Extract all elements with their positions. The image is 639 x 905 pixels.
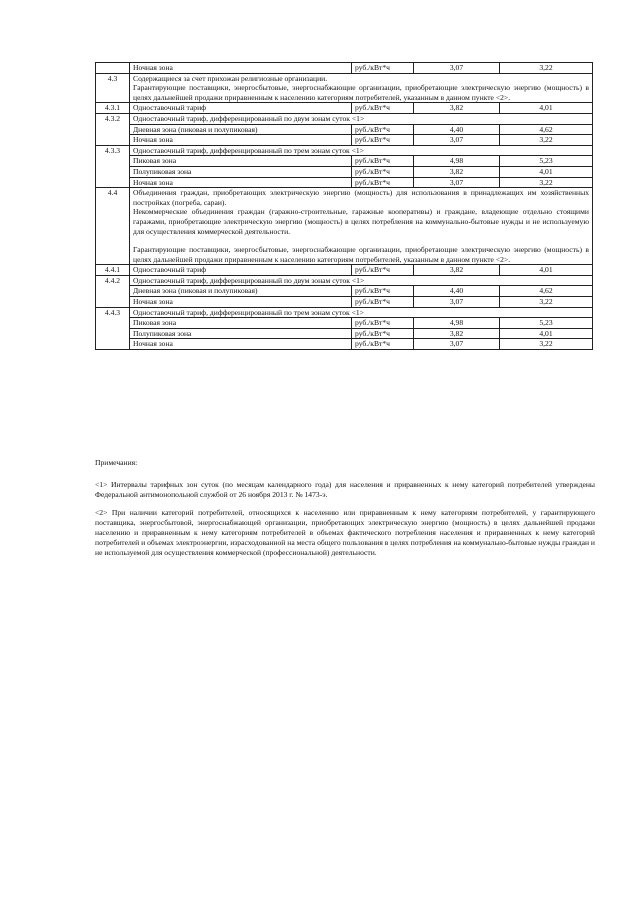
unit-cell: руб./кВт*ч (352, 328, 414, 339)
row-number: 4.4 (96, 188, 130, 265)
value-h2: 4,01 (500, 328, 593, 339)
value-h1: 3,07 (414, 63, 500, 74)
value-h1: 3,07 (414, 135, 500, 146)
row-name: Пиковая зона (130, 318, 352, 329)
unit-cell: руб./кВт*ч (352, 135, 414, 146)
value-h1: 3,07 (414, 339, 500, 350)
value-h2: 5,23 (500, 318, 593, 329)
row-number: 4.4.1 (96, 265, 130, 276)
notes-title: Примечания: (95, 458, 138, 467)
row-name: Полупиковая зона (130, 328, 352, 339)
table-row (96, 73, 593, 103)
row-name: Ночная зона (130, 63, 352, 74)
row-name: Одноставочный тариф, дифференцированный по двум зонам суток <1> (130, 113, 593, 124)
table-row (96, 339, 593, 350)
table-row (96, 297, 593, 308)
row-number: 4.4.3 (96, 307, 130, 349)
note-2: <2> При наличии категорий потребителей, относящихся к населению или приравненным к нему категориям потребителей, у гарантирующего поставщика, энергосбытовой, энергоснабжающей организации, приобретающих электрическую энергию (мощность) в целях дальнейшей продажи населению и приравненным к нему категориям потребителей в объемах фактического потребления населения и приравненных к нему категорий потребителей и объемах электроэнергии, израсходованной на места общего пользования в целях потребления на коммунально-бытовые нужды граждан и не используемой для осуществления коммерческой (профессиональной) деятельности. (95, 508, 595, 557)
unit-cell: руб./кВт*ч (352, 318, 414, 329)
row-name: Одноставочный тариф (130, 265, 352, 276)
description-paragraph: Гарантирующие поставщики, энергосбытовые, энергоснабжающие организации, приобретающие электрическую энергию (мощность) в целях дальнейшей продажи приравненным к населению категориям потребителей, указанным в данном пункте <2>. (133, 83, 589, 102)
unit-cell: руб./кВт*ч (352, 177, 414, 188)
unit-cell: руб./кВт*ч (352, 265, 414, 276)
row-name: Ночная зона (130, 339, 352, 350)
row-description (130, 73, 593, 103)
value-h1: 4,40 (414, 286, 500, 297)
value-h2: 3,22 (500, 297, 593, 308)
row-description (130, 188, 593, 265)
value-h1: 4,98 (414, 156, 500, 167)
row-name: Дневная зона (пиковая и полупиковая) (130, 286, 352, 297)
table-row (96, 166, 593, 177)
unit-cell: руб./кВт*ч (352, 156, 414, 167)
value-h1: 3,82 (414, 103, 500, 114)
row-name: Одноставочный тариф, дифференцированный по трем зонам суток <1> (130, 145, 593, 156)
unit-cell: руб./кВт*ч (352, 339, 414, 350)
description-paragraph: Гарантирующие поставщики, энергосбытовые, энергоснабжающие организации, приобретающие электрическую энергию (мощность) в целях дальнейшей продажи приравненным к населению категориям потребителей, указанным в данном пункте <2>. (133, 245, 589, 264)
value-h1: 3,07 (414, 297, 500, 308)
table-row (96, 275, 593, 286)
table-row (96, 318, 593, 329)
table-row (96, 113, 593, 124)
row-name: Пиковая зона (130, 156, 352, 167)
table-row (96, 307, 593, 318)
row-number: 4.3.2 (96, 113, 130, 145)
row-name: Полупиковая зона (130, 166, 352, 177)
note-1: <1> Интервалы тарифных зон суток (по месяцам календарного года) для населения и приравненных к нему категорий потребителей утверждены Федеральной антимонопольной службой от 26 ноября 2013 г. № 1473-э. (95, 480, 595, 499)
row-number: 4.3 (96, 73, 130, 103)
row-number: 4.4.2 (96, 275, 130, 307)
table-row (96, 177, 593, 188)
value-h2: 4,01 (500, 166, 593, 177)
table-row (96, 145, 593, 156)
table-row (96, 135, 593, 146)
table-row (96, 124, 593, 135)
value-h2: 4,01 (500, 103, 593, 114)
unit-cell: руб./кВт*ч (352, 103, 414, 114)
table-row (96, 265, 593, 276)
table-row (96, 63, 593, 74)
value-h2: 4,01 (500, 265, 593, 276)
table-row (96, 188, 593, 265)
value-h2: 3,22 (500, 177, 593, 188)
row-number: 4.3.1 (96, 103, 130, 114)
value-h2: 3,22 (500, 63, 593, 74)
row-name: Одноставочный тариф, дифференцированный по двум зонам суток <1> (130, 275, 593, 286)
unit-cell: руб./кВт*ч (352, 63, 414, 74)
unit-cell: руб./кВт*ч (352, 124, 414, 135)
description-paragraph: Содержащиеся за счет прихожан религиозные организации. (133, 73, 328, 83)
description-paragraph: Некоммерческие объединения граждан (гаражно-строительные, гаражные кооперативы) и граждане, владеющие отдельно стоящими гаражами, приобретающие электрическую энергию (мощность) в целях потребления на коммунально-бытовые нужды и не используемую для осуществления коммерческой деятельности. (133, 207, 589, 236)
row-name: Одноставочный тариф (130, 103, 352, 114)
value-h1: 4,98 (414, 318, 500, 329)
table-row (96, 103, 593, 114)
value-h1: 3,82 (414, 265, 500, 276)
row-number: 4.3.3 (96, 145, 130, 187)
value-h2: 5,23 (500, 156, 593, 167)
value-h1: 3,82 (414, 166, 500, 177)
value-h2: 4,62 (500, 286, 593, 297)
row-name: Дневная зона (пиковая и полупиковая) (130, 124, 352, 135)
paragraph-gap (133, 236, 589, 245)
value-h2: 3,22 (500, 135, 593, 146)
unit-cell: руб./кВт*ч (352, 297, 414, 308)
description-paragraph: Объединения граждан, приобретающих электрическую энергию (мощность) для использования в принадлежащих им хозяйственных постройках (погреба, сараи). (133, 188, 589, 207)
table-row (96, 286, 593, 297)
value-h1: 4,40 (414, 124, 500, 135)
row-name: Одноставочный тариф, дифференцированный по трем зонам суток <1> (130, 307, 593, 318)
value-h1: 3,82 (414, 328, 500, 339)
value-h2: 3,22 (500, 339, 593, 350)
row-name: Ночная зона (130, 177, 352, 188)
value-h1: 3,07 (414, 177, 500, 188)
value-h2: 4,62 (500, 124, 593, 135)
table-row (96, 328, 593, 339)
row-name: Ночная зона (130, 135, 352, 146)
tariff-table (95, 62, 593, 350)
unit-cell: руб./кВт*ч (352, 166, 414, 177)
table-row (96, 156, 593, 167)
row-name: Ночная зона (130, 297, 352, 308)
row-number (96, 63, 130, 74)
unit-cell: руб./кВт*ч (352, 286, 414, 297)
